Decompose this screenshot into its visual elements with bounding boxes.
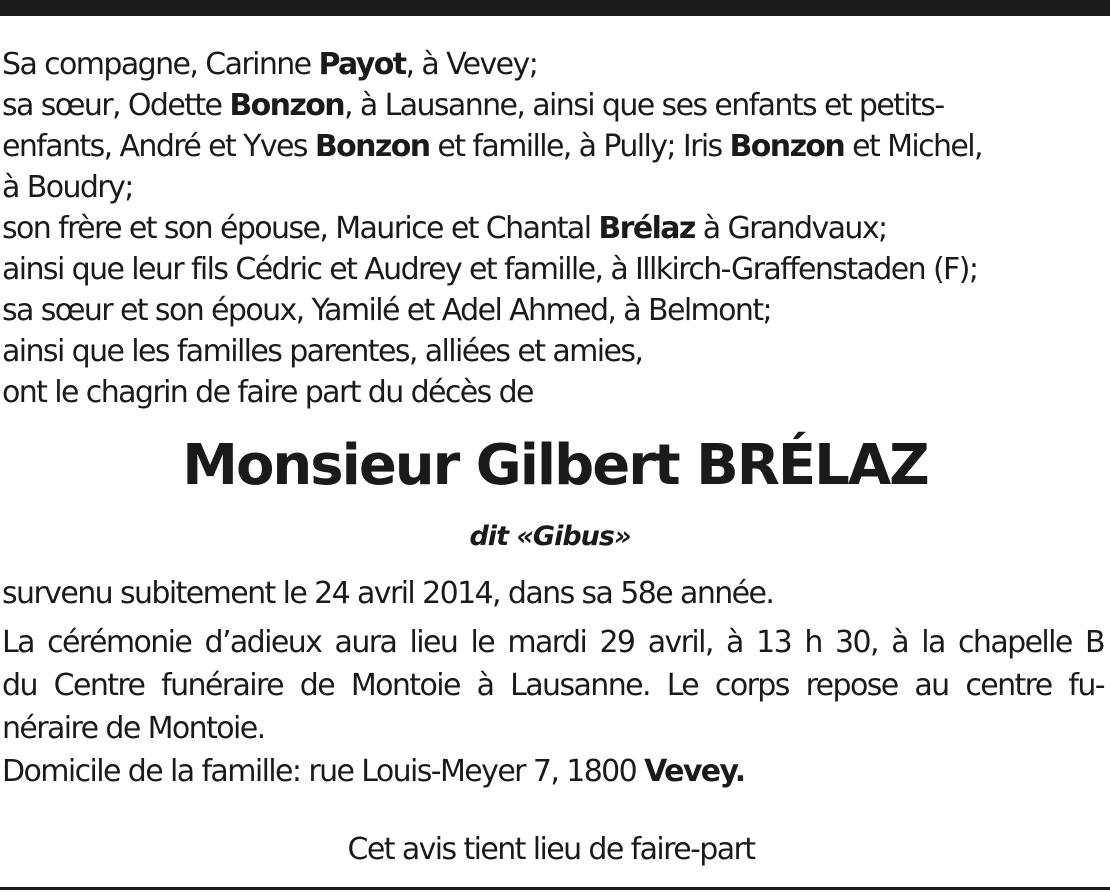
footer-note: Cet avis tient lieu de faire-part — [347, 832, 755, 867]
ceremony-line-1: La cérémonie d’adieux aura lieu le mardi 29 avril, à 13 h 30, à la chapelle B — [2, 625, 1104, 660]
text-segment: et famille, à Pully; Iris — [429, 129, 730, 164]
family-list — [2, 44, 1106, 413]
deceased-nickname: dit «Gibus» — [469, 521, 631, 552]
surname-bold: Bonzon — [729, 129, 845, 164]
text-segment: son frère et son épouse, Maurice et Chantal — [2, 211, 599, 246]
text-segment: sa sœur et son époux, Yamilé et Adel Ahmed, à Belmont; — [2, 293, 772, 328]
family-line-relatives — [2, 331, 1106, 372]
surname-bold: Payot — [318, 47, 406, 82]
family-domicile — [2, 750, 1106, 793]
death-notice: survenu subitement le 24 avril 2014, dans sa 58e année. — [2, 576, 774, 611]
text-segment: à Grandvaux; — [694, 211, 887, 246]
ceremony-line-3: néraire de Montoie. — [2, 711, 265, 746]
family-line-grandchildren — [2, 126, 1106, 167]
text-segment: , à Vevey; — [405, 47, 538, 82]
text-segment: Domicile de la famille: rue Louis-Meyer 7, 1800 — [2, 754, 645, 789]
city-bold: Vevey. — [644, 754, 745, 789]
text-segment: , à Lausanne, ainsi que ses enfants et petits- — [344, 88, 944, 123]
family-line-nephew — [2, 249, 1106, 290]
deceased-name: Monsieur Gilbert BRÉLAZ — [182, 433, 928, 498]
family-line-companion — [2, 44, 1106, 85]
text-segment: ainsi que les familles parentes, alliées et amies, — [2, 334, 643, 369]
family-line-announcement — [2, 372, 1106, 413]
text-segment: ont le chagrin de faire part du décès de — [2, 375, 533, 410]
bottom-rule — [0, 887, 1110, 890]
text-segment: Sa compagne, Carinne — [2, 47, 319, 82]
text-segment: sa sœur, Odette — [2, 88, 230, 123]
text-segment: à Boudry; — [2, 170, 133, 205]
ceremony-details — [2, 572, 1106, 793]
text-segment: et Michel, — [844, 129, 982, 164]
top-rule — [0, 0, 1110, 16]
family-line-sister-yamile — [2, 290, 1106, 331]
ceremony-line-2: du Centre funéraire de Montoie à Lausanne. Le corps repose au centre fu- — [2, 668, 1104, 703]
surname-bold: Brélaz — [598, 211, 695, 246]
family-line-brother — [2, 208, 1106, 249]
surname-bold: Bonzon — [314, 129, 430, 164]
family-line-sister-odette — [2, 85, 1106, 126]
family-line-boudry — [2, 167, 1106, 208]
surname-bold: Bonzon — [229, 88, 344, 123]
text-segment: ainsi que leur fils Cédric et Audrey et famille, à Illkirch-Graffenstaden (F); — [2, 252, 978, 287]
text-segment: enfants, André et Yves — [2, 129, 315, 164]
